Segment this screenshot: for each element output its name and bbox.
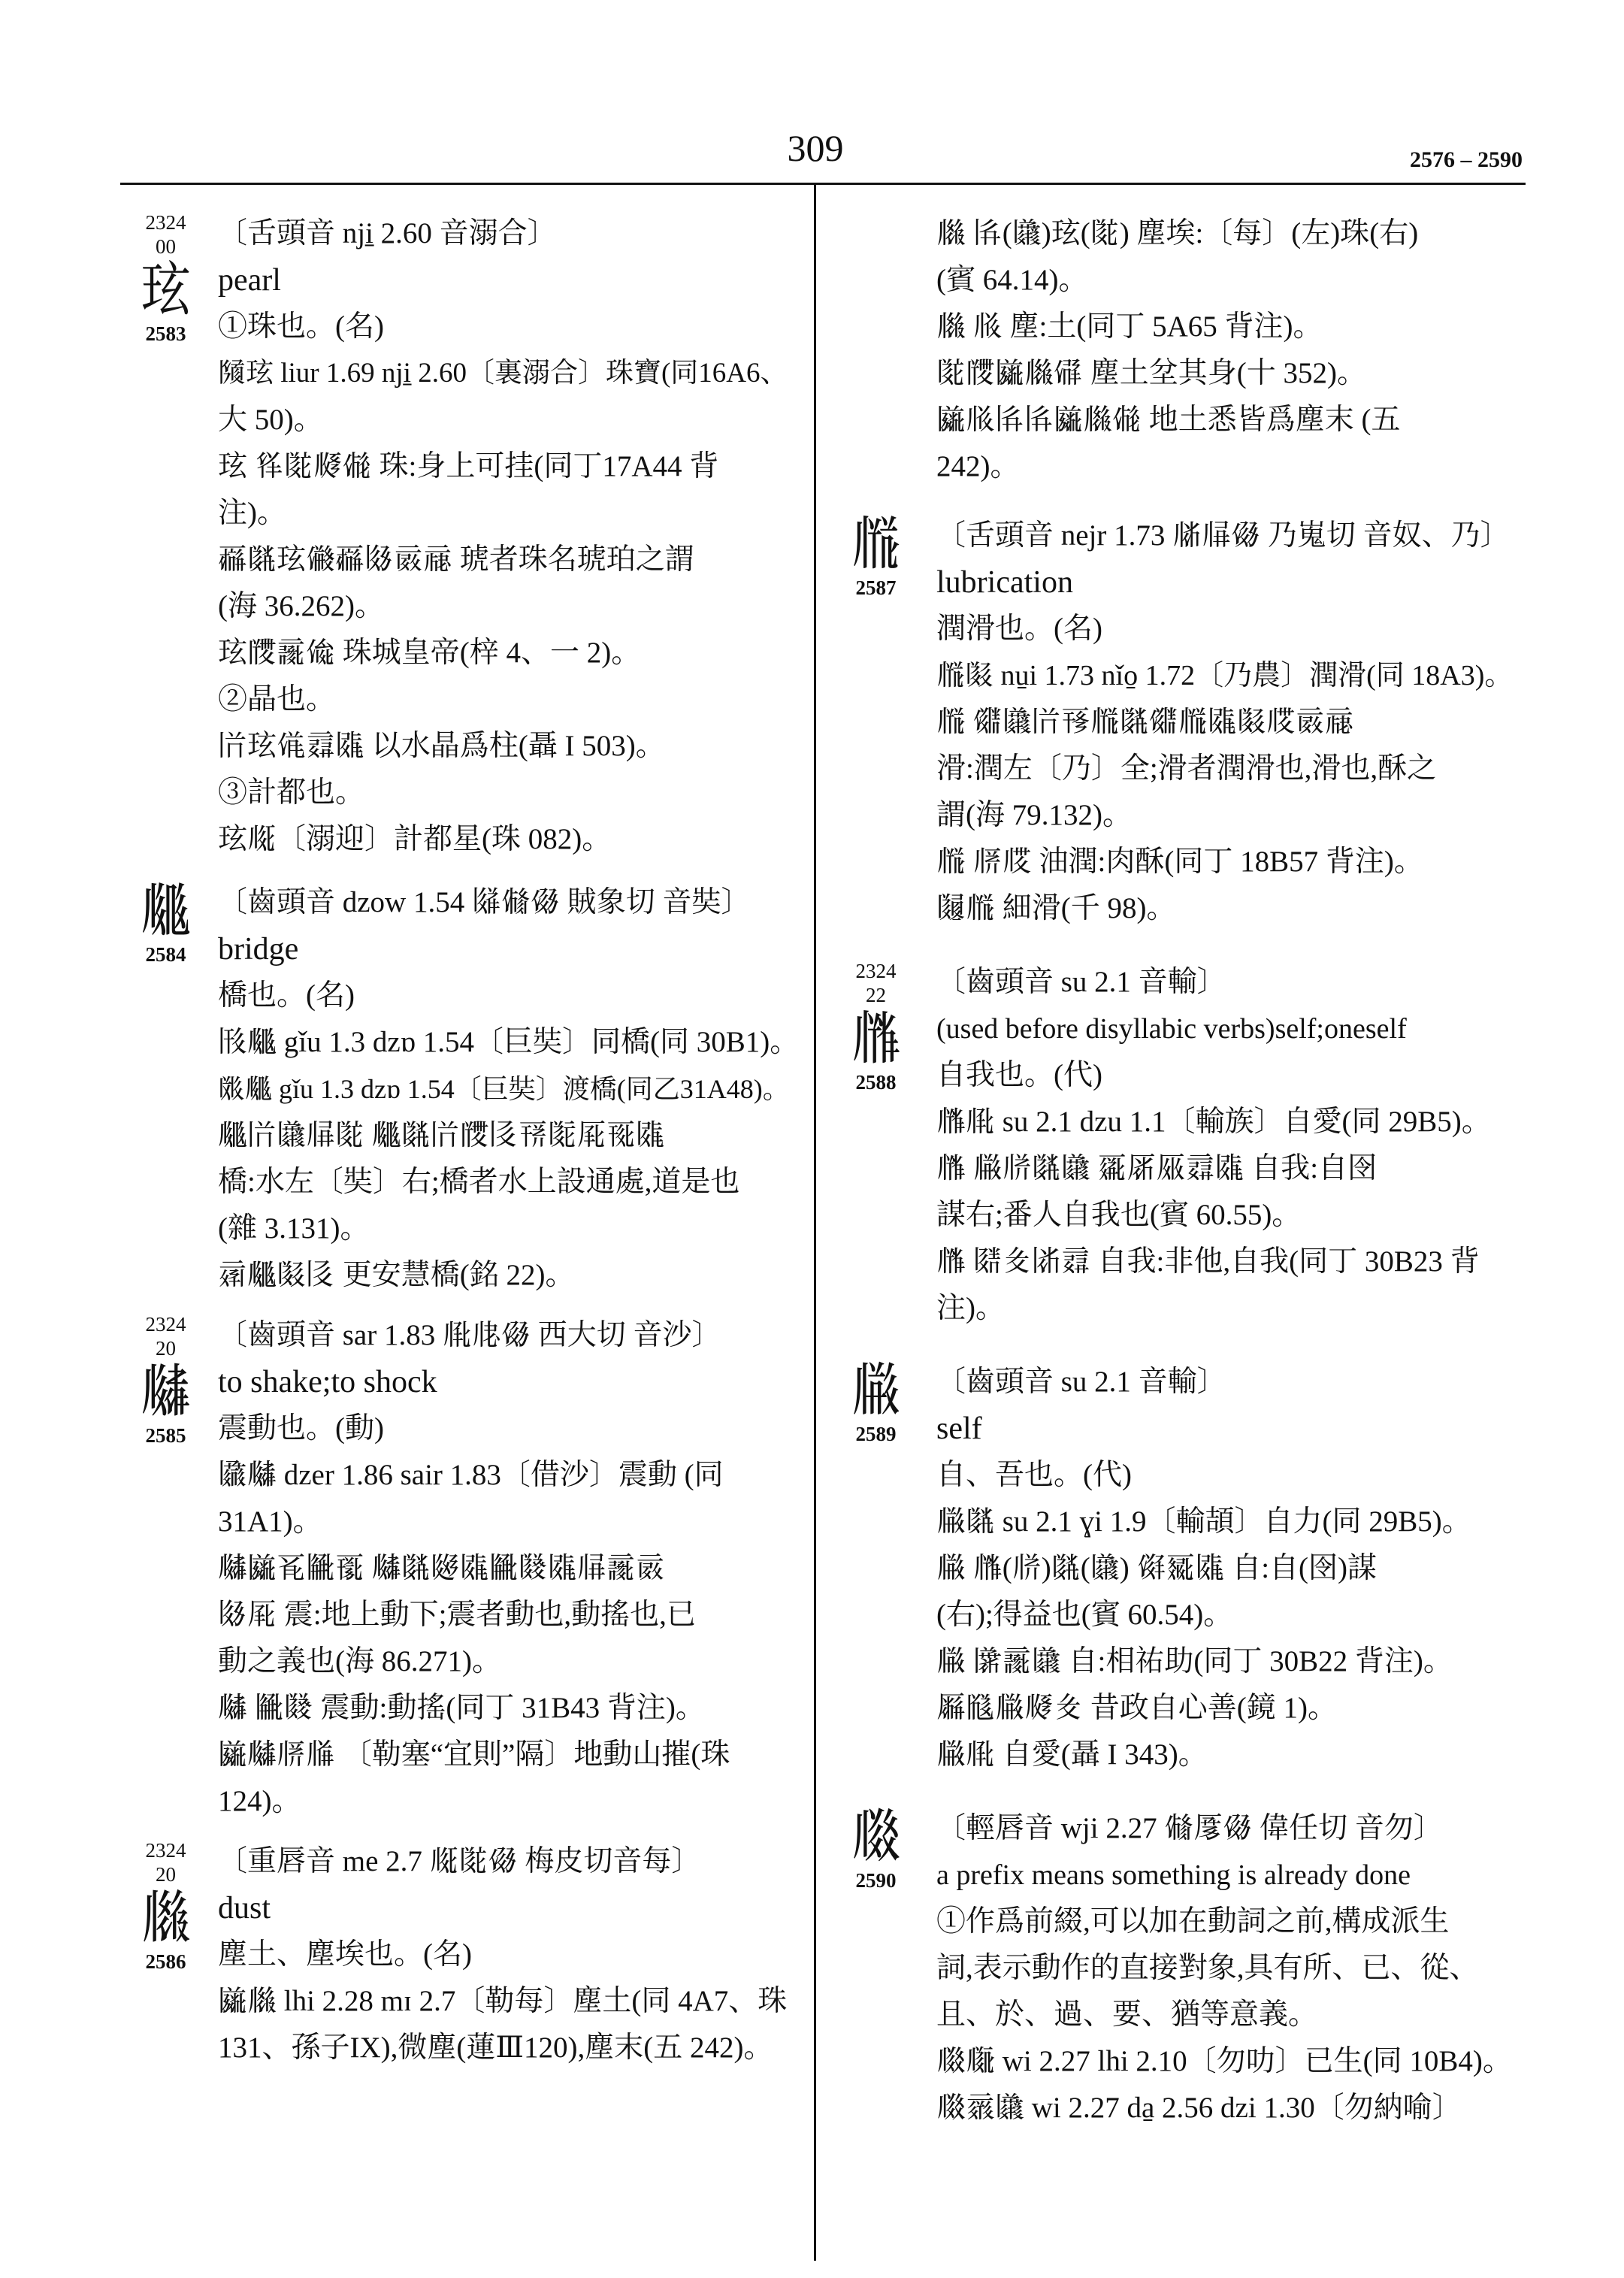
headword-glyph: 𗆐: [851, 1357, 901, 1424]
entry-line: 𗆑𗆒 wi 2.27 lhi 2.10〔勿叻〕已生(同 10B4)。: [936, 2045, 1512, 2077]
entry-margin: [833, 959, 919, 1094]
entry-line: 𗀦𗂷玹𗃼𗀦𗁀𗄋𗄊 琥者珠名琥珀之謂: [218, 543, 694, 576]
entry-line: ②晶也。: [218, 683, 336, 715]
header-rule: [120, 183, 1526, 185]
entry-line: 𗆑𗄖𗃏 wi 2.27 da̱ 2.56 dzi 1.30〔勿納喻〕: [936, 2092, 1462, 2124]
entry-body: [218, 1312, 803, 1825]
entry-line: 玹𗅉〔溺迎〕計都星(珠 082)。: [218, 823, 612, 855]
entry-line: ①珠也。(名): [218, 310, 384, 343]
english-gloss: bridge: [218, 932, 299, 967]
entry-number: 2588: [855, 1071, 897, 1094]
entry-line: 謀右;番人自我也(賓 60.55)。: [936, 1199, 1302, 1231]
entry-line: 242)。: [936, 450, 1020, 483]
entry-line: 玹𗂬𗄛𗃰 珠城皇帝(梓 4、一 2)。: [218, 637, 641, 669]
entry-line: 塵土、塵埃也。(名): [218, 1938, 472, 1971]
entry-line: 𗆍 𗀵(𗃏)玹(𗂇) 塵埃:〔每〕(左)珠(右): [936, 217, 1419, 250]
entry-body: [936, 1359, 1528, 1778]
entry-line: 〔齒頭音 su 2.1 音輸〕: [936, 1366, 1226, 1398]
headword-glyph: 𗆏: [851, 1005, 901, 1072]
entry-line: 〔舌頭音 nji̱ 2.60 音溺合〕: [218, 217, 557, 250]
english-gloss: a prefix means something is already done: [936, 1859, 1411, 1891]
entry-line: 謂(海 79.132)。: [936, 799, 1132, 831]
entry-line: 𗆏 𗆐𗄶𗂷𗃏 𗀧𗄞𗄢𗄕𗂥 自我:自囹: [936, 1152, 1378, 1184]
entry-line: 注)。: [218, 497, 286, 529]
entry-line: 𗀸玹𗃟𗄕𗂥 以水晶爲柱(聶 I 503)。: [218, 730, 665, 762]
four-corner-code: 20: [156, 1337, 176, 1360]
english-gloss: dust: [218, 1891, 271, 1926]
entry-margin: [833, 510, 919, 600]
headword-glyph: 玹: [141, 256, 191, 324]
entry-line: 𗆎𗂉 nu̱i 1.73 nǐo̱ 1.72〔乃農〕潤滑(同 18A3)。: [936, 660, 1514, 691]
entry-line: 𗂧玹 liur 1.69 nji̱ 2.60〔裏溺合〕珠寶(同16A6、: [218, 358, 788, 389]
entry-line: 𗂂𗆈 gǐu 1.3 dzɒ 1.54〔巨奘〕渡橋(同乙31A48)。: [218, 1074, 790, 1104]
four-corner-code: 22: [866, 984, 886, 1006]
dictionary-entry: [122, 1838, 803, 2071]
entry-line: (雜 3.131)。: [218, 1212, 370, 1245]
entry-line: ③計都也。: [218, 776, 365, 809]
english-gloss: (used before disyllabic verbs)self;oneself: [936, 1013, 1407, 1045]
four-corner-code: 2324: [145, 1313, 186, 1336]
english-gloss: self: [936, 1411, 982, 1446]
four-corner-code: 2324: [145, 1839, 186, 1862]
column-divider: [814, 185, 816, 2261]
entry-line: 𗁆𗆈 gǐu 1.3 dzɒ 1.54〔巨奘〕同橋(同 30B1)。: [218, 1026, 800, 1058]
entry-line: 𗆐𗅂 自愛(聶 I 343)。: [936, 1738, 1208, 1771]
entry-body: [218, 1838, 803, 2071]
entry-line: 自、吾也。(代): [936, 1459, 1132, 1491]
page-number: 309: [787, 127, 844, 169]
entry-line: 震動也。(動): [218, 1412, 384, 1445]
english-gloss: pearl: [218, 263, 281, 298]
entry-line: 𗂱𗆍 lhi 2.28 mɪ 2.7〔勒每〕塵土(同 4A7、珠: [218, 1985, 788, 2017]
headword-glyph: 𗆍: [141, 1884, 191, 1952]
headword-glyph: 𗆑: [851, 1803, 901, 1871]
headword-glyph: 𗆈: [141, 877, 191, 945]
entry-line: 〔舌頭音 nejr 1.73 𗄳𗅁𗃜 乃嵬切 音奴、乃〕: [936, 519, 1510, 552]
entry-body: [936, 210, 1528, 490]
entry-line: 自我也。(代): [936, 1059, 1102, 1091]
headword-glyph: 𗆌: [141, 1358, 191, 1426]
entry-line: 𗆎 𗄸𗅆 油潤:肉酥(同丁 18B57 背注)。: [936, 846, 1423, 878]
entry-line: 131、孫子IX),微塵(蓮Ⅲ120),塵末(五 242)。: [218, 2031, 773, 2064]
entry-line: 且、於、過、要、猶等意義。: [936, 1998, 1318, 2031]
entry-line: 𗆏 𗂦𗃐𗀹𗄕 自我:非他,自我(同丁 30B23 背: [936, 1245, 1480, 1278]
entry-line: 𗆍 𗄿 塵:土(同丁 5A65 背注)。: [936, 310, 1323, 343]
entry-line: 𗁀𗄠 震:地上動下;震者動也,動搖也,已: [218, 1599, 696, 1631]
entry-margin: [833, 1805, 919, 1892]
entry-line: 〔重唇音 me 2.7 𗅉𗂇𗃜 梅皮切音每〕: [218, 1845, 701, 1877]
entry-line: 𗆌𗂱𗀇𗂩𗀡 𗆌𗂷𗁖𗂥𗂩𗃊𗂥𗅁𗄛𗄋: [218, 1552, 665, 1584]
four-corner-code: 2324: [855, 960, 897, 982]
headword-glyph: 𗆎: [851, 510, 901, 578]
dictionary-entry: [122, 1312, 803, 1825]
english-gloss: to shake;to shock: [218, 1365, 437, 1399]
four-corner-code: 2324: [145, 211, 186, 234]
dictionary-entry: [833, 959, 1528, 1332]
entry-line: 〔齒頭音 su 2.1 音輸〕: [936, 966, 1226, 998]
entry-body: [218, 879, 803, 1299]
four-corner-code: 00: [156, 235, 176, 258]
entry-line: 𗆏𗅂 su 2.1 dzu 1.1〔輸族〕自愛(同 29B5)。: [936, 1106, 1491, 1138]
entry-number: 2585: [145, 1424, 186, 1447]
entry-line: 詞,表示動作的直接對象,具有所、已、從、: [936, 1952, 1479, 1984]
entry-line: 潤滑也。(名): [936, 613, 1102, 645]
english-gloss: lubrication: [936, 565, 1073, 600]
entry-line: 𗆈𗀸𗃏𗅁𗂇 𗆈𗂷𗀸𗂬𗀴𗀊𗂄𗄠𗀔𗂥: [218, 1119, 665, 1151]
entry-line: 大 50)。: [218, 404, 323, 436]
dictionary-entry: [833, 210, 1528, 490]
entry-body: [936, 513, 1528, 932]
right-column: [833, 210, 1528, 2159]
entry-line: 𗆎 𗃽𗃏𗀸𗀂𗆎𗂷𗃽𗆎𗂥𗂉𗅆𗄋𗄊: [936, 706, 1354, 738]
entry-number: 2589: [855, 1423, 897, 1445]
entry-line: (海 36.262)。: [218, 590, 384, 622]
entry-line: 𗃍𗆌 dzer 1.86 sair 1.83〔借沙〕震動 (同: [218, 1459, 724, 1491]
entry-margin: [122, 210, 209, 346]
entry-line: 𗄥𗂃𗆐𗅞𗃐 昔政自心善(鏡 1)。: [936, 1692, 1337, 1724]
entry-body: [218, 210, 803, 863]
entry-body: [936, 959, 1528, 1332]
entry-line: 玹 𗃛𗂇𗅞𗃡 珠:身上可挂(同丁17A44 背: [218, 450, 719, 483]
entry-number: 2584: [145, 943, 186, 966]
entry-line: 𗄃𗆈𗂉𗀴 更安慧橋(銘 22)。: [218, 1259, 575, 1291]
entry-line: 31A1)。: [218, 1505, 322, 1538]
entry-line: 動之義也(海 86.271)。: [218, 1645, 501, 1677]
entry-line: 橋:水左〔奘〕右;橋者水上設通處,道是也: [218, 1166, 740, 1198]
entry-line: 124)。: [218, 1785, 301, 1817]
entry-line: 𗆌 𗂩𗃊 震動:動搖(同丁 31B43 背注)。: [218, 1692, 705, 1724]
entry-line: 橋也。(名): [218, 979, 355, 1012]
entry-line: ①作爲前綴,可以加在動詞之前,構成派生: [936, 1905, 1450, 1938]
entry-line: 〔輕唇音 wji 2.27 𗃵𗄡𗃜 偉任切 音勿〕: [936, 1812, 1443, 1844]
dictionary-entry: [833, 1805, 1528, 2131]
entry-margin: [833, 1359, 919, 1446]
dictionary-entry: [122, 879, 803, 1299]
entry-line: 〔齒頭音 sar 1.83 𗅂𗄷𗃜 西大切 音沙〕: [218, 1319, 721, 1351]
entry-line: (賓 64.14)。: [936, 264, 1088, 296]
entry-number: 2586: [145, 1950, 186, 1973]
entry-line: 𗆐 𗂴𗄛𗃏 自:相祐助(同丁 30B22 背注)。: [936, 1645, 1453, 1677]
entry-line: 𗆐 𗆏(𗄶)𗂷(𗃏) 𗃬𗀪𗂥 自:自(囹)謀: [936, 1552, 1378, 1584]
entry-margin: [122, 1838, 209, 1974]
entry-line: 𗂇𗂬𗂱𗆍𗃦 塵土坌其身(十 352)。: [936, 357, 1366, 389]
entry-margin: [122, 879, 209, 967]
dictionary-entry: [833, 510, 1528, 932]
dictionary-entry: [833, 1359, 1528, 1778]
entry-number: 2583: [145, 322, 186, 345]
entry-line: (右);得益也(賓 60.54)。: [936, 1599, 1233, 1631]
entry-number: 2587: [855, 576, 897, 599]
entry-line: 𗂱𗆌𗄸𗅡 〔勒塞“宜則”隔〕地動山摧(珠: [218, 1738, 730, 1771]
entry-line: 〔齒頭音 dzow 1.54 𗂕𗃵𗃜 賊象切 音奘〕: [218, 886, 751, 918]
dictionary-entry: [122, 210, 803, 863]
entry-line: 𗃋𗆎 細滑(千 98)。: [936, 892, 1176, 924]
entry-body: [936, 1805, 1528, 2131]
entry-number: 2590: [855, 1869, 897, 1892]
entry-range: 2576 – 2590: [1410, 147, 1523, 172]
entry-line: 𗆐𗂷 su 2.1 ɣi 1.9〔輸頡〕自力(同 29B5)。: [936, 1505, 1471, 1538]
left-column: [122, 210, 803, 2098]
entry-margin: [122, 1312, 209, 1448]
entry-line: 注)。: [936, 1292, 1005, 1324]
entry-line: 滑:潤左〔乃〕全;滑者潤滑也,滑也,酥之: [936, 752, 1437, 785]
entry-line: 𗂱𗄿𗀵𗀵𗂱𗆍𗃡 地土悉皆爲塵末 (五: [936, 404, 1401, 436]
four-corner-code: 20: [156, 1863, 176, 1886]
